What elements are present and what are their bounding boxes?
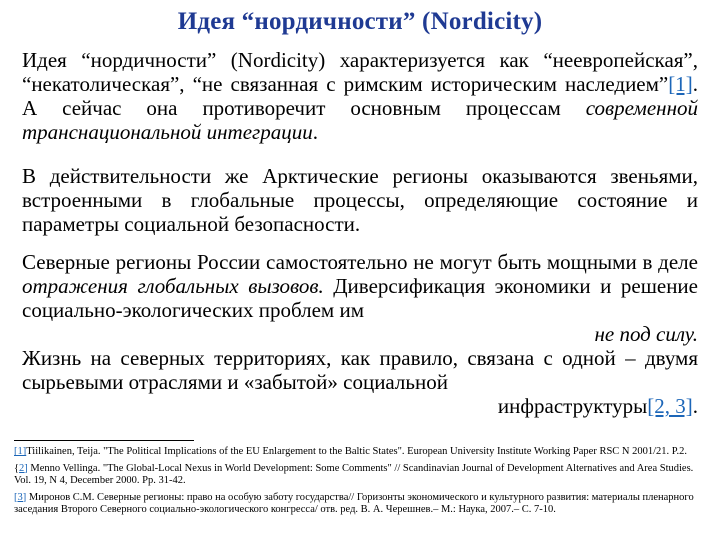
italic-phrase: современной транснациональной интеграции [22,96,698,144]
paragraph-life-north [22,346,698,418]
footnote-1 [14,446,704,459]
paragraph-text: . А сейчас она противоречит основным процессам [22,72,698,120]
footnote-3 [14,492,704,517]
slide-title: Идея “нордичности” (Nordicity) [177,8,543,35]
paragraph-text: инфраструктуры [497,394,648,418]
paragraph-arctic-regions: В действительности же Арктические регионы оказываются звеньями, встроенными в глобальные процессы, определяющие состояние и параметры социальной безопасности. [22,164,698,236]
italic-phrase: не под силу. [594,322,698,346]
italic-phrase: отражения глобальных вызовов. [22,274,324,298]
paragraph-text: . [312,120,318,144]
footnote-text: Tiilikainen, Teija. "The Political Implications of the EU Enlargement to the Baltic States". European University Institute Working Paper RSC N 2001/21. P.2. [26,446,687,457]
paragraph-nordicity [22,48,698,144]
footnote-divider [14,440,194,441]
footnote-prefix: { [14,462,20,474]
paragraph-text: Диверсификация экономики и решение социально-экологических проблем им [22,274,698,322]
footnote-ref-2[interactable]: 2] [19,462,28,474]
paragraph-text: Идея “нордичности” (Nordicity) характеризуется как “неевропейская”, “некатолическая”, “не связанная с римским историческим наследием” [22,48,698,96]
paragraph-text: Жизнь на северных территориях, как правило, связана с одной [22,346,616,370]
footnote-text: Миронов С.М. Северные регионы: право на особую заботу государства// Горизонты экономического и культурного развития: материалы пленарного заседания Второго Северного социально-экологического конгресса/ отв. ред. В. А. Черешнев.– М.: Наука, 2007.– С. 7-10. [14,491,694,515]
footnote-ref-1[interactable]: [1] [14,446,27,457]
footnote-text: Menno Vellinga. "The Global-Local Nexus in World Development: Some Comments" // Scandinavian Journal of Development Alternatives and Area Studies. Vol. 19, N 4, December 2000. Pp. 31-42. [14,462,694,486]
paragraph-text: – двумя сырьевыми отраслями и «забытой» социальной [22,346,699,394]
reference-link-2-3[interactable]: [2, 3] [647,394,693,418]
footnotes [14,446,704,521]
reference-link-1[interactable]: [1] [668,72,693,96]
footnote-ref-3[interactable]: [3] [14,491,27,503]
paragraph-text: . [692,394,698,418]
paragraph-text: Северные регионы России самостоятельно не могут быть мощными в деле [22,250,698,274]
paragraph-line-end [22,394,698,418]
paragraph-northern-regions [22,250,698,346]
footnote-2 [14,463,704,488]
